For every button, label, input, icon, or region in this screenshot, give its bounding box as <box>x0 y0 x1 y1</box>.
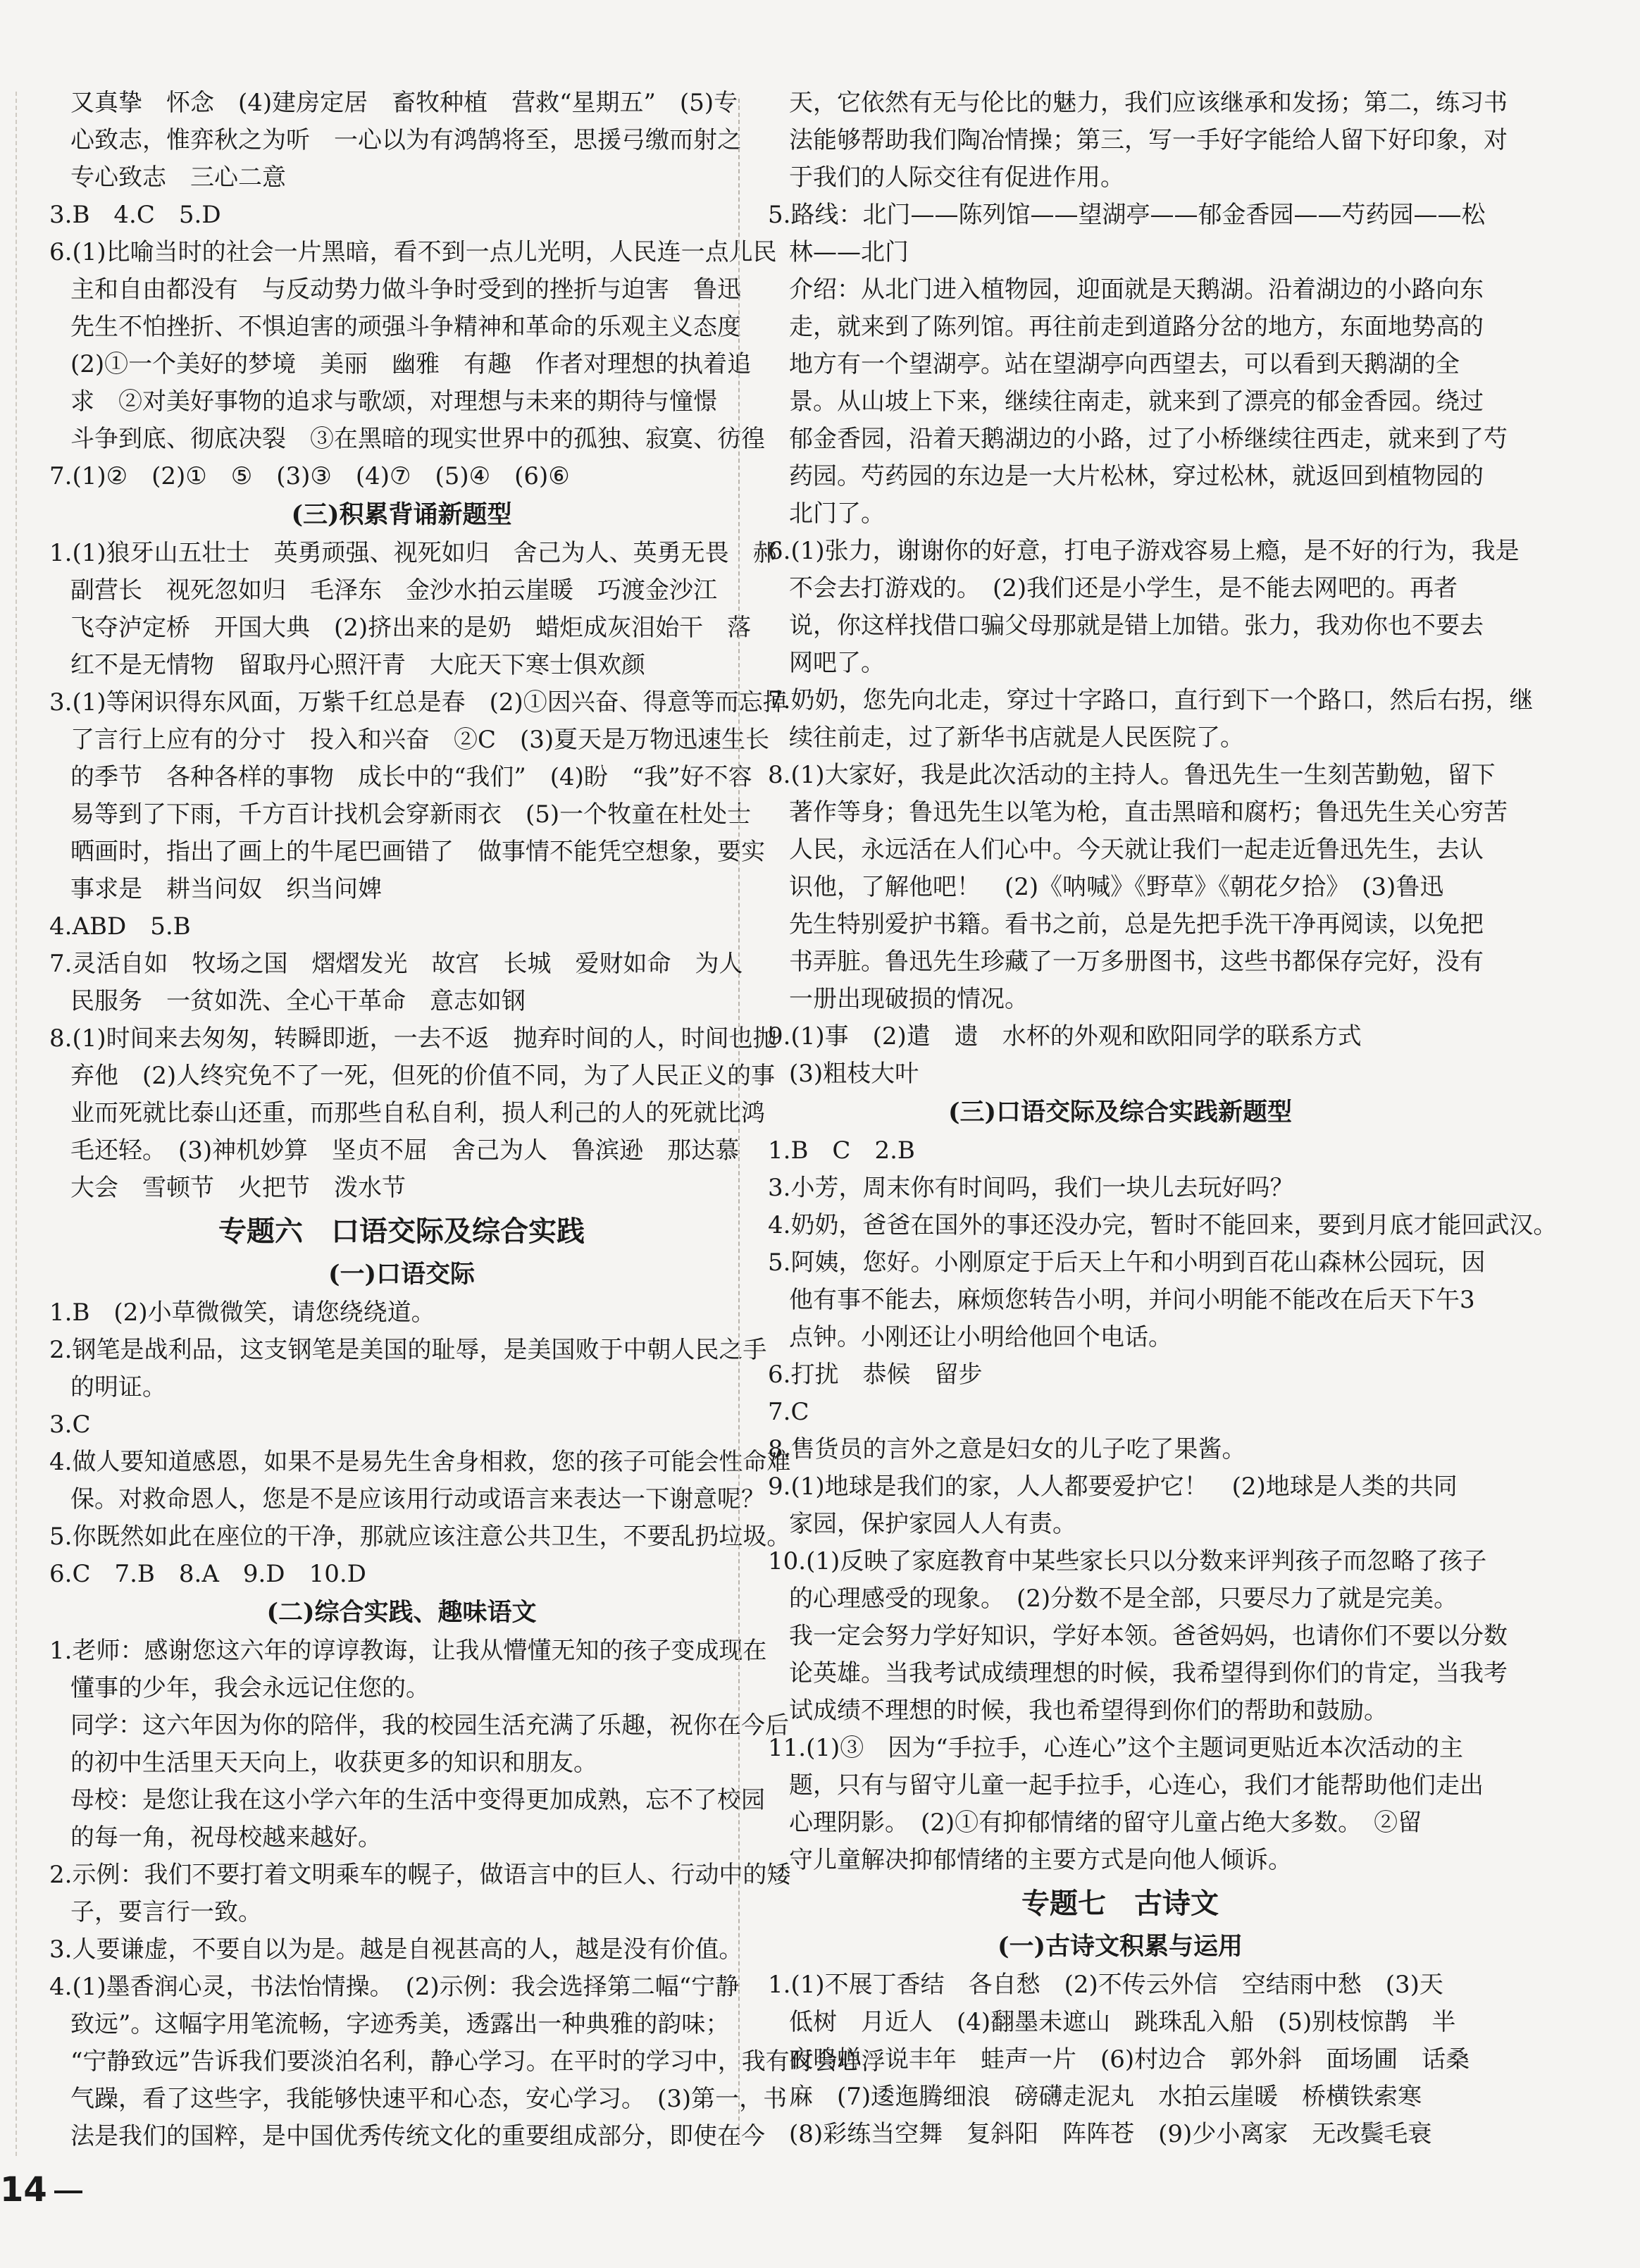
text-line: 1.(1)狼牙山五壮士 英勇顽强、视死如归 舍己为人、英勇无畏 郝 <box>49 539 777 567</box>
text-line: 走，就来到了陈列馆。再往前走到道路分岔的地方，东面地势高的 <box>789 313 1484 341</box>
text-line: 红不是无情物 留取丹心照汗青 大庇天下寒士俱欢颜 <box>70 651 645 679</box>
text-line: 业而死就比泰山还重，而那些自私自利，损人利己的人的死就比鸿 <box>70 1099 765 1127</box>
text-line: 家园，保护家园人人有责。 <box>789 1510 1076 1538</box>
text-line: 6.(1)比喻当时的社会一片黑暗，看不到一点儿光明，人民连一点儿民 <box>49 238 777 266</box>
text-line: 景。从山坡上下来，继续往南走，就来到了漂亮的郁金香园。绕过 <box>789 388 1484 416</box>
text-line: 不会去打游戏的。 (2)我们还是小学生，是不能去网吧的。再者 <box>789 574 1458 602</box>
text-line: 8.(1)大家好，我是此次活动的主持人。鲁迅先生一生刻苦勤勉，留下 <box>768 761 1496 789</box>
text-line: 1.B C 2.B <box>768 1136 915 1165</box>
text-line: 弃他 (2)人终究免不了一死，但死的价值不同，为了人民正义的事 <box>70 1062 776 1090</box>
text-line: 夜鸣蝉 说丰年 蛙声一片 (6)村边合 郭外斜 面场圃 话桑 <box>789 2045 1470 2074</box>
text-line: 9.(1)地球是我们的家，人人都要爱护它！ (2)地球是人类的共同 <box>768 1473 1458 1501</box>
text-line: 网吧了。 <box>789 649 885 677</box>
text-line: 低树 月近人 (4)翻墨未遮山 跳珠乱入船 (5)别枝惊鹊 半 <box>789 2008 1456 2036</box>
text-line: 1.老师：感谢您这六年的谆谆教诲，让我从懵懂无知的孩子变成现在 <box>49 1637 767 1665</box>
text-line: (8)彩练当空舞 复斜阳 阵阵苍 (9)少小离家 无改鬓毛衰 <box>789 2120 1432 2148</box>
text-line: 3.人要谦虚，不要自以为是。越是自视甚高的人，越是没有价值。 <box>49 1935 743 1964</box>
text-line: 北门了。 <box>789 500 885 528</box>
text-line: 于我们的人际交往有促进作用。 <box>789 163 1124 192</box>
text-line: 4.奶奶，爸爸在国外的事还没办完，暂时不能回来，要到月底才能回武汉。 <box>768 1211 1558 1239</box>
text-line: 3.小芳，周末你有时间吗，我们一块儿去玩好吗？ <box>768 1174 1294 1202</box>
text-line: 书弄脏。鲁迅先生珍藏了一万多册图书，这些书都保存完好，没有 <box>789 948 1484 976</box>
section-heading: (一)口语交际 <box>328 1260 476 1289</box>
text-line: 大会 雪顿节 火把节 泼水节 <box>70 1174 406 1202</box>
text-line: 林——北门 <box>789 238 909 266</box>
left-edge-fold-line <box>15 92 17 2156</box>
text-line: 6.C 7.B 8.A 9.D 10.D <box>49 1560 366 1588</box>
page-number-text: 14 <box>0 2170 47 2210</box>
text-line: 易等到了下雨，千方百计找机会穿新雨衣 (5)一个牧童在杜处士 <box>70 800 752 829</box>
text-line: 母校：是您让我在这小学六年的生活中变得更加成熟，忘不了校园 <box>70 1786 765 1814</box>
text-line: 著作等身；鲁迅先生以笔为枪，直击黑暗和腐朽；鲁迅先生关心穷苦 <box>789 798 1508 826</box>
text-line: 点钟。小刚还让小明给他回个电话。 <box>789 1323 1172 1351</box>
text-line: 8.(1)时间来去匆匆，转瞬即逝，一去不返 抛弃时间的人，时间也抛 <box>49 1024 777 1053</box>
text-line: 8.售货员的言外之意是妇女的儿子吃了果酱。 <box>768 1435 1246 1463</box>
text-line: 5.你既然如此在座位的干净，那就应该注意公共卫生，不要乱扔垃圾。 <box>49 1523 791 1551</box>
text-line: 副营长 视死忽如归 毛泽东 金沙水拍云崖暖 巧渡金沙江 <box>70 576 717 605</box>
text-line: 气躁，看了这些字，我能够快速平和心态，安心学习。 (3)第一，书 <box>70 2085 788 2113</box>
text-line: 心理阴影。 (2)①有抑郁情绪的留守儿童占绝大多数。 ②留 <box>789 1809 1422 1837</box>
text-line: 求 ②对美好事物的追求与歌颂，对理想与未来的期待与憧憬 <box>70 388 717 416</box>
text-line: 的季节 各种各样的事物 成长中的“我们” (4)盼 “我”好不容 <box>70 763 752 791</box>
text-line: 2.钢笔是战利品，这支钢笔是美国的耻辱，是美国败于中朝人民之手 <box>49 1336 767 1364</box>
text-line: 民服务 一贫如洗、全心干革命 意志如钢 <box>70 987 526 1015</box>
text-line: 心致志，惟弈秋之为听 一心以为有鸿鹄将至，思援弓缴而射之 <box>70 126 741 154</box>
text-line: 守儿童解决抑郁情绪的主要方式是向他人倾诉。 <box>789 1846 1292 1874</box>
text-line: 6.(1)张力，谢谢你的好意，打电子游戏容易上瘾，是不好的行为，我是 <box>768 537 1520 565</box>
text-line: 10.(1)反映了家庭教育中某些家长只以分数来评判孩子而忽略了孩子 <box>768 1547 1487 1575</box>
text-line: 的心理感受的现象。 (2)分数不是全部，只要尽力了就是完美。 <box>789 1585 1458 1613</box>
text-line: 识他，了解他吧！ (2)《呐喊》《野草》《朝花夕拾》 (3)鲁迅 <box>789 873 1444 901</box>
text-line: 先生特别爱护书籍。看书之前，总是先把手洗干净再阅读，以免把 <box>789 910 1484 938</box>
text-line: 先生不怕挫折、不惧迫害的顽强斗争精神和革命的乐观主义态度 <box>70 313 741 341</box>
text-line: 3.C <box>49 1411 91 1439</box>
text-line: 题，只有与留守儿童一起手拉手，心连心，我们才能帮助他们走出 <box>789 1771 1484 1799</box>
section-heading: (二)综合实践、趣味语文 <box>266 1598 537 1627</box>
section-heading: (三)积累背诵新题型 <box>291 500 512 529</box>
text-line: 2.示例：我们不要打着文明乘车的幌子，做语言中的巨人、行动中的矮 <box>49 1861 791 1889</box>
text-line: 麻 (7)逶迤腾细浪 磅礴走泥丸 水拍云崖暖 桥横铁索寒 <box>789 2083 1422 2111</box>
text-line: 天，它依然有无与伦比的魅力，我们应该继承和发扬；第二，练习书 <box>789 89 1508 117</box>
text-line: 主和自由都没有 与反动势力做斗争时受到的挫折与迫害 鲁迅 <box>70 275 741 304</box>
topic-heading: 专题六 口语交际及综合实践 <box>218 1215 585 1248</box>
text-line: 7.奶奶，您先向北走，穿过十字路口，直行到下一个路口，然后右拐，继 <box>768 686 1534 714</box>
text-line: 1.(1)不展丁香结 各自愁 (2)不传云外信 空结雨中愁 (3)天 <box>768 1971 1443 1999</box>
text-line: 斗争到底、彻底决裂 ③在黑暗的现实世界中的孤独、寂寞、彷徨 <box>70 425 765 453</box>
text-line: 1.B (2)小草微微笑，请您绕绕道。 <box>49 1299 435 1327</box>
text-line: 4.ABD 5.B <box>49 912 191 941</box>
text-line: 又真挚 怀念 (4)建房定居 畜牧种植 营救“星期五” (5)专 <box>70 89 738 117</box>
right-column <box>768 85 1558 2153</box>
text-line: 7.C <box>768 1398 809 1426</box>
text-line: 说，你这样找借口骗父母那就是错上加错。张力，我劝你也不要去 <box>789 612 1484 640</box>
section-heading: (三)口语交际及综合实践新题型 <box>948 1098 1293 1127</box>
text-line: 的初中生活里天天向上，收获更多的知识和朋友。 <box>70 1749 597 1777</box>
text-line: 一册出现破损的情况。 <box>789 985 1029 1013</box>
text-line: 的每一角，祝母校越来越好。 <box>70 1823 382 1852</box>
text-line: 我一定会努力学好知识，学好本领。爸爸妈妈，也请你们不要以分数 <box>789 1622 1508 1650</box>
text-line: 人民，永远活在人们心中。今天就让我们一起走近鲁迅先生，去认 <box>789 836 1484 864</box>
text-line: (2)①一个美好的梦境 美丽 幽雅 有趣 作者对理想的执着追 <box>70 350 752 378</box>
text-line: 3.(1)等闲识得东风面，万紫千红总是春 (2)①因兴奋、得意等而忘掉 <box>49 688 787 717</box>
text-line: 他有事不能去，麻烦您转告小明，并问小明能不能改在后天下午3 <box>789 1286 1475 1314</box>
text-line: 4.做人要知道感恩，如果不是易先生舍身相救，您的孩子可能会性命难 <box>49 1448 791 1476</box>
topic-heading: 专题七 古诗文 <box>1021 1887 1219 1920</box>
text-line: 法能够帮助我们陶冶情操；第三，写一手好字能给人留下好印象，对 <box>789 126 1508 154</box>
text-line: 郁金香园，沿着天鹅湖边的小路，过了小桥继续往西走，就来到了芍 <box>789 425 1508 453</box>
page-number-dash <box>54 2190 82 2193</box>
text-line: (3)粗枝大叶 <box>789 1060 919 1088</box>
text-line: 专心致志 三心二意 <box>70 163 286 192</box>
text-line: “宁静致远”告诉我们要淡泊名利，静心学习。在平时的学习中，我有时会心浮 <box>70 2047 886 2076</box>
text-line: 飞夺泸定桥 开国大典 (2)挤出来的是奶 蜡炬成灰泪始干 落 <box>70 614 752 642</box>
text-line: 事求是 耕当问奴 织当问婢 <box>70 875 382 903</box>
text-line: 致远”。这幅字用笔流畅，字迹秀美，透露出一种典雅的韵味； <box>70 2010 730 2038</box>
text-line: 子，要言行一致。 <box>70 1898 262 1926</box>
section-heading: (一)古诗文积累与运用 <box>997 1932 1243 1961</box>
text-line: 9.(1)事 (2)遣 遗 水杯的外观和欧阳同学的联系方式 <box>768 1022 1362 1051</box>
text-line: 7.(1)② (2)① ⑤ (3)③ (4)⑦ (5)④ (6)⑥ <box>49 462 570 490</box>
text-line: 法是我们的国粹，是中国优秀传统文化的重要组成部分，即使在今 <box>70 2122 765 2150</box>
text-line: 论英雄。当我考试成绩理想的时候，我希望得到你们的肯定，当我考 <box>789 1659 1508 1687</box>
text-line: 3.B 4.C 5.D <box>49 201 221 229</box>
text-line: 懂事的少年，我会永远记住您的。 <box>70 1674 430 1702</box>
text-line: 的明证。 <box>70 1373 166 1401</box>
text-line: 药园。芍药园的东边是一大片松林，穿过松林，就返回到植物园的 <box>789 462 1484 490</box>
column-divider <box>738 99 740 2142</box>
text-line: 7.灵活自如 牧场之国 熠熠发光 故宫 长城 爱财如命 为人 <box>49 950 743 978</box>
text-line: 续往前走，过了新华书店就是人民医院了。 <box>789 724 1244 752</box>
text-line: 保。对救命恩人，您是不是应该用行动或语言来表达一下谢意呢？ <box>70 1485 765 1513</box>
text-line: 5.路线：北门——陈列馆——望湖亭——郁金香园——芍药园——松 <box>768 201 1486 229</box>
text-line: 5.阿姨，您好。小刚原定于后天上午和小明到百花山森林公园玩，因 <box>768 1248 1486 1277</box>
text-line: 4.(1)墨香润心灵，书法怡情操。 (2)示例：我会选择第二幅“宁静 <box>49 1973 740 2001</box>
text-line: 介绍：从北门进入植物园，迎面就是天鹅湖。沿着湖边的小路向东 <box>789 275 1484 304</box>
page-number <box>0 2170 82 2210</box>
text-line: 了言行上应有的分寸 投入和兴奋 ②C (3)夏天是万物迅速生长 <box>70 726 770 754</box>
text-line: 晒画时，指出了画上的牛尾巴画错了 做事情不能凭空想象，要实 <box>70 838 765 866</box>
text-line: 11.(1)③ 因为“手拉手，心连心”这个主题词更贴近本次活动的主 <box>768 1734 1463 1762</box>
text-line: 毛还轻。 (3)神机妙算 坚贞不屈 舍己为人 鲁滨逊 那达慕 <box>70 1136 740 1165</box>
text-line: 地方有一个望湖亭。站在望湖亭向西望去，可以看到天鹅湖的全 <box>789 350 1460 378</box>
text-line: 同学：这六年因为你的陪伴，我的校园生活充满了乐趣，祝你在今后 <box>70 1711 789 1740</box>
text-line: 6.打扰 恭候 留步 <box>768 1361 983 1389</box>
text-line: 试成绩不理想的时候，我也希望得到你们的帮助和鼓励。 <box>789 1697 1388 1725</box>
